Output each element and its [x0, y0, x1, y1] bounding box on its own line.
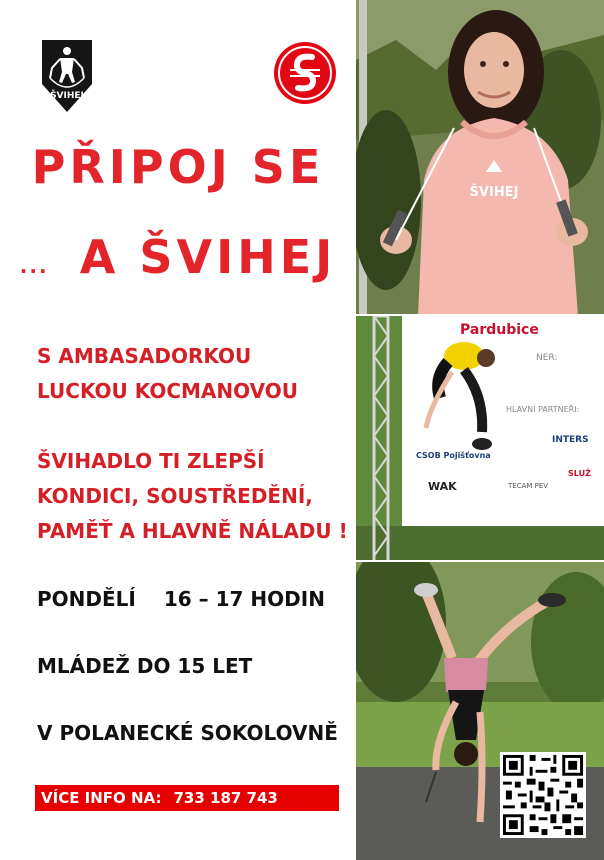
info-label: VÍCE INFO NA:: [41, 789, 162, 807]
age-line: MLÁDEŽ DO 15 LET: [37, 654, 253, 678]
photo-jump-illustration: [356, 316, 604, 562]
ambassador-line1: S AMBASADORKOU: [37, 344, 252, 368]
photo-ambassador: [356, 0, 604, 316]
banner-subtitle: NER:: [536, 353, 558, 363]
photo-ambassador-illustration: [356, 0, 604, 316]
info-phone[interactable]: 733 187 743: [173, 789, 278, 807]
headline-dots: ...: [19, 254, 49, 278]
headline-line2-text: A ŠVIHEJ: [79, 230, 337, 284]
sponsor-sluz: SLUŽ: [568, 469, 591, 478]
svihej-logo-icon: [38, 38, 96, 114]
sponsor-wak: WAK: [428, 480, 457, 493]
schedule-time: 16 – 17 HODIN: [163, 587, 325, 611]
headline-line2: [0, 230, 356, 284]
photo-jump-banner: [356, 316, 604, 562]
place-line: V POLANECKÉ SOKOLOVNĚ: [37, 721, 338, 745]
sponsor-csob: CSOB Pojišťovna: [416, 451, 491, 460]
poster-photo-column: [356, 0, 604, 860]
benefit-line3: PAMĚŤ A HLAVNĚ NÁLADU !: [37, 519, 348, 543]
sponsor-tecam: TECAM PEV: [508, 482, 549, 490]
schedule-day: PONDĚLÍ: [37, 587, 136, 611]
sponsor-inters: INTERS: [552, 435, 589, 445]
ambassador-line2: LUCKOU KOCMANOVOU: [37, 379, 298, 403]
schedule-line: [37, 584, 325, 614]
benefit-line1: ŠVIHADLO TI ZLEPŠÍ: [37, 449, 265, 473]
banner-title: Pardubice: [460, 322, 539, 338]
qr-code-icon[interactable]: [500, 752, 586, 838]
hoodie-text: ŠVIHEJ: [469, 185, 519, 200]
banner-main-partners: HLAVNÍ PARTNEŘI:: [506, 405, 580, 414]
info-bar: [35, 785, 339, 811]
benefit-line2: KONDICI, SOUSTŘEDĚNÍ,: [37, 484, 313, 508]
sokol-logo-icon: [272, 40, 338, 106]
headline-line1: PŘIPOJ SE: [31, 140, 325, 194]
svihej-logo-text: ŠVIHEJ: [50, 91, 84, 101]
